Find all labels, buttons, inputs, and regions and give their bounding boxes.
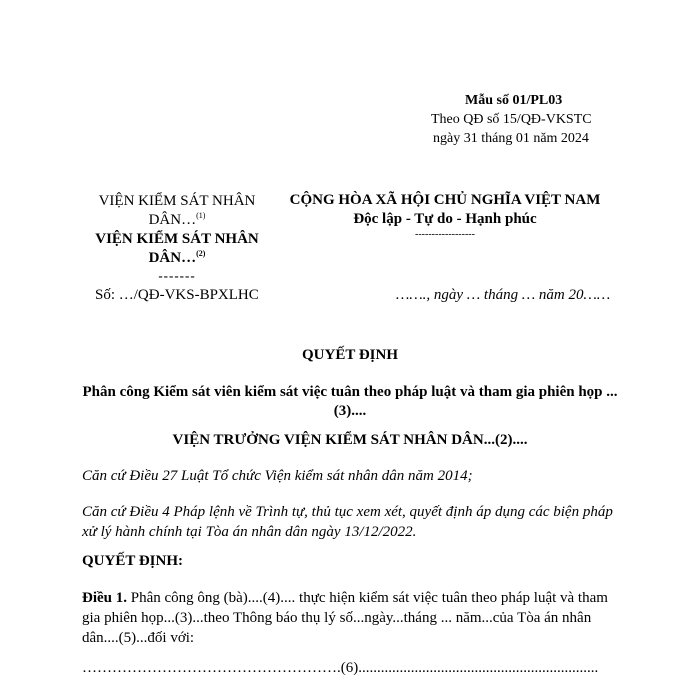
national-title: CỘNG HÒA XÃ HỘI CHỦ NGHĨA VIỆT NAM — [289, 192, 601, 208]
article-1-label: Điều 1. — [82, 590, 127, 606]
legal-basis-2: Căn cứ Điều 4 Pháp lệnh về Trình tự, thủ tục xem xét, quyết định áp dụng các biện pháp xử lý hành chính tại Tòa án nhân dân ngày 13/12/2022. — [82, 504, 613, 540]
agency-name-1 — [82, 192, 272, 230]
document-number: Số: …/QĐ-VKS-BPXLHC — [95, 287, 259, 303]
form-reference: Theo QĐ số 15/QĐ-VKSTC — [431, 112, 592, 127]
form-date: ngày 31 tháng 01 năm 2024 — [433, 131, 589, 146]
decision-heading: QUYẾT ĐỊNH: — [82, 553, 183, 569]
article-1 — [82, 588, 622, 648]
legal-basis-1: Căn cứ Điều 27 Luật Tổ chức Viện kiểm sát nhân dân năm 2014; — [82, 468, 473, 484]
national-motto: Độc lập - Tự do - Hạnh phúc — [353, 211, 537, 227]
footnote-ref-1: (1) — [196, 211, 206, 220]
form-number: Mẫu số 01/PL03 — [465, 93, 563, 108]
fill-in-line: …………………………………………….(6)................................................................ — [82, 660, 599, 676]
agency-name-2 — [82, 230, 272, 268]
form-code-block — [425, 92, 625, 149]
footnote-ref-2: (2) — [196, 249, 206, 258]
agency-name-2-part-a: VIỆN KIỂM SÁT NHÂN — [95, 231, 259, 247]
article-1-text: Phân công ông (bà)....(4).... thực hiện kiểm sát việc tuân theo pháp luật và tham gia phiên họp...(3)...theo Thông báo thụ lý số...ngày...tháng ... năm...của Tòa án nhân dân....(5)...đối với: — [82, 590, 608, 646]
document-subtitle: Phân công Kiểm sát viên kiểm sát việc tuân theo pháp luật và tham gia phiên họp ...(3).... — [82, 384, 618, 419]
agency-name-1-part-b: DÂN… — [148, 212, 197, 228]
agency-name-1-part-a: VIỆN KIỂM SÁT NHÂN — [98, 193, 256, 209]
place-date: ……., ngày … tháng … năm 20…… — [396, 287, 611, 303]
left-header — [82, 192, 272, 283]
motto-underline: ------------------ — [415, 229, 475, 240]
document-title: QUYẾT ĐỊNH — [302, 347, 398, 363]
issuer-title: VIỆN TRƯỞNG VIỆN KIỂM SÁT NHÂN DÂN...(2).... — [172, 432, 528, 448]
agency-name-2-part-b: DÂN… — [148, 250, 197, 266]
right-header — [286, 190, 604, 241]
left-separator: ------- — [158, 268, 196, 283]
